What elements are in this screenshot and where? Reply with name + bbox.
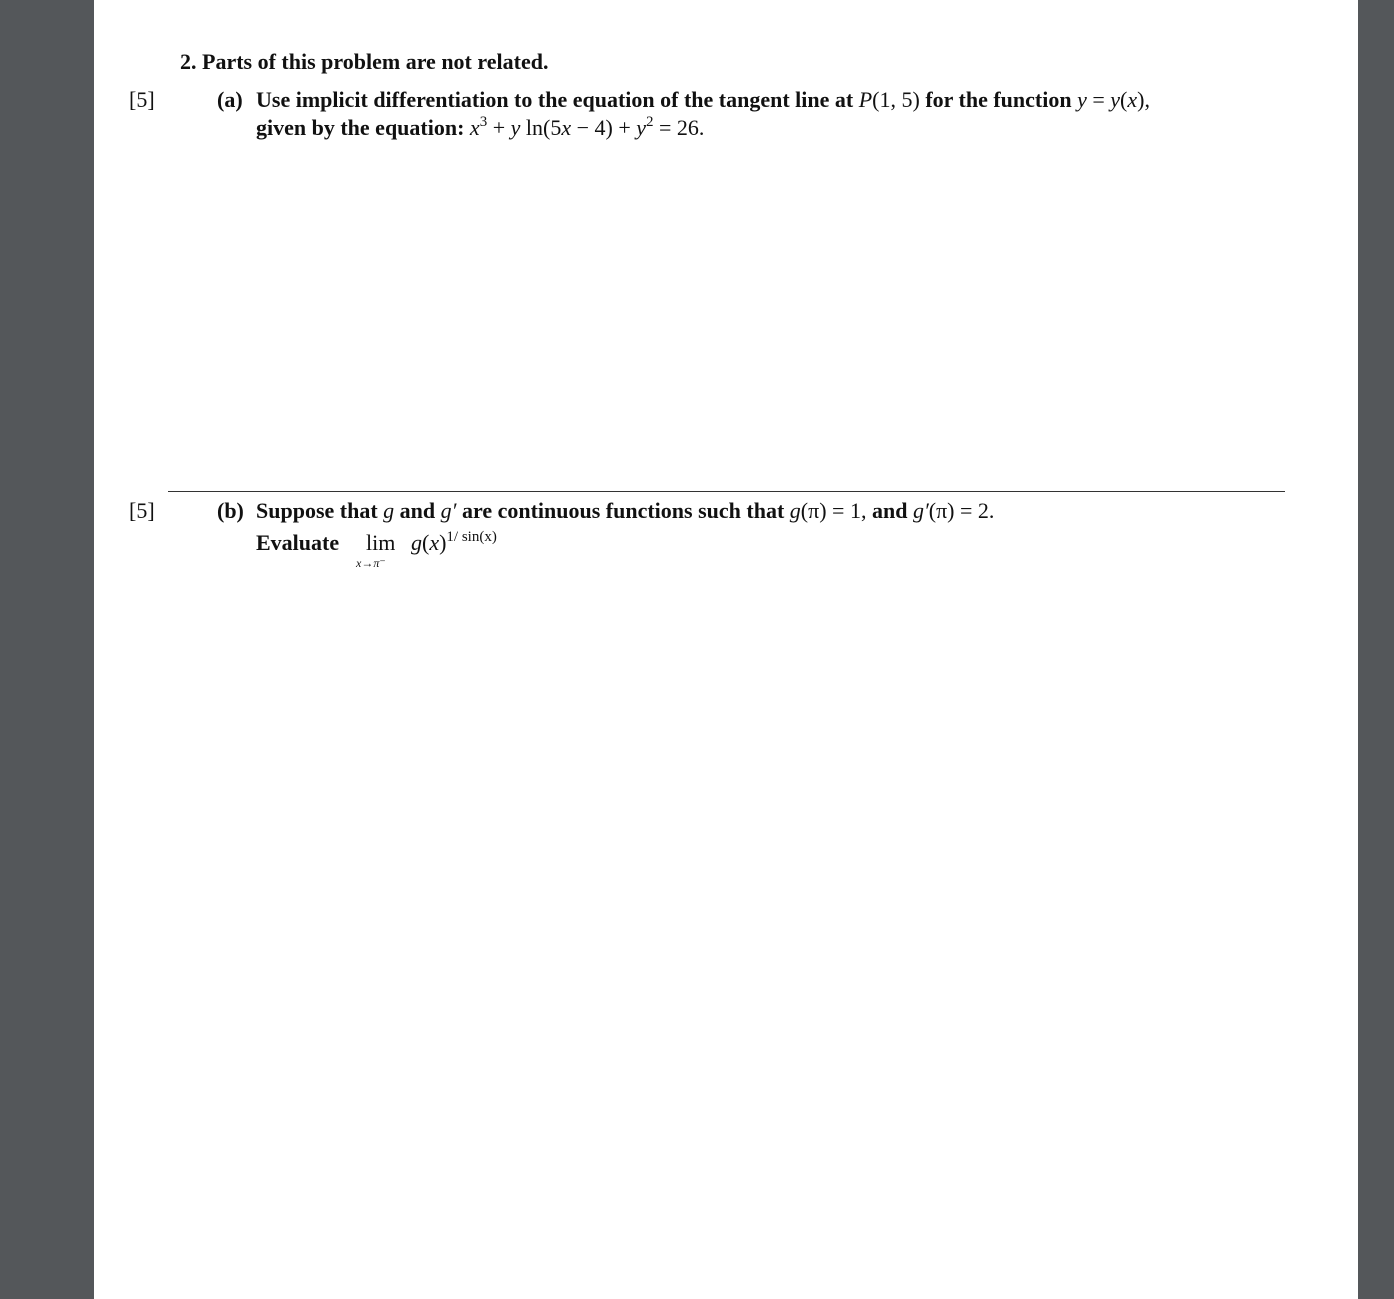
func-g-prime-cond: g′ [912, 498, 929, 523]
eq-y2: y [636, 115, 646, 140]
part-b-marks: [5] [129, 498, 155, 523]
part-a-marks: [5] [129, 87, 155, 112]
eq-x: x [469, 115, 480, 140]
part-a-label: (a) [217, 87, 243, 112]
eq-y: y [1077, 87, 1087, 112]
eq-plus: + [487, 115, 511, 140]
section-divider [168, 491, 1285, 492]
limit-x: x [429, 530, 440, 555]
eq-x-inner: x [561, 115, 572, 140]
part-a-line2-text: given by the equation: [256, 115, 465, 140]
problem-heading: 2. Parts of this problem are not related. [180, 49, 549, 74]
part-b-label: (b) [217, 498, 244, 523]
eq-yx-x: x [1127, 87, 1138, 112]
eq-ln: ln(5 [520, 115, 562, 140]
part-a-line1-text: Use implicit differentiation to the equation of the tangent line at [256, 87, 854, 112]
part-a-line1: Use implicit differentiation to the equation of the tangent line at P(1, 5) for the function y = y(x), [256, 87, 1150, 112]
limit-expression [411, 529, 497, 557]
cond-1: (π) = 1, [800, 498, 867, 523]
eq-end: = 26. [653, 115, 705, 140]
point-p-args: (1, 5) [872, 87, 920, 112]
eq-comma: , [1144, 87, 1150, 112]
limit-exponent: 1/ sin(x) [446, 529, 497, 545]
part-b-t2: and [399, 498, 436, 523]
func-g-prime: g′ [440, 498, 457, 523]
part-b-evaluate: Evaluate [256, 530, 340, 555]
point-p: P [858, 87, 873, 112]
part-a-line2 [256, 114, 704, 142]
eq-exp-3: 3 [479, 114, 488, 130]
part-b-t4: and [871, 498, 908, 523]
cond-2: (π) = 2. [928, 498, 995, 523]
paren-close: ) [439, 530, 447, 555]
limit-operator: lim [366, 530, 396, 555]
eq-y-term: y [510, 115, 521, 140]
func-g: g [383, 498, 395, 523]
eq-yx-y: y [1110, 87, 1121, 112]
limit-subscript: x→π⁻ [356, 556, 386, 570]
eq-equals: = [1086, 87, 1111, 112]
eq-mid: − 4) + [571, 115, 637, 140]
func-g-cond: g [789, 498, 801, 523]
paren-open: ( [422, 530, 430, 555]
limit-g: g [411, 530, 422, 555]
part-b-t3: are continuous functions such that [461, 498, 785, 523]
eq-exp-2: 2 [646, 114, 654, 130]
document-page [94, 0, 1358, 1299]
part-b-line1 [256, 497, 994, 525]
part-b-t1: Suppose that [256, 498, 378, 523]
part-a-line1-text2: for the function [925, 87, 1072, 112]
